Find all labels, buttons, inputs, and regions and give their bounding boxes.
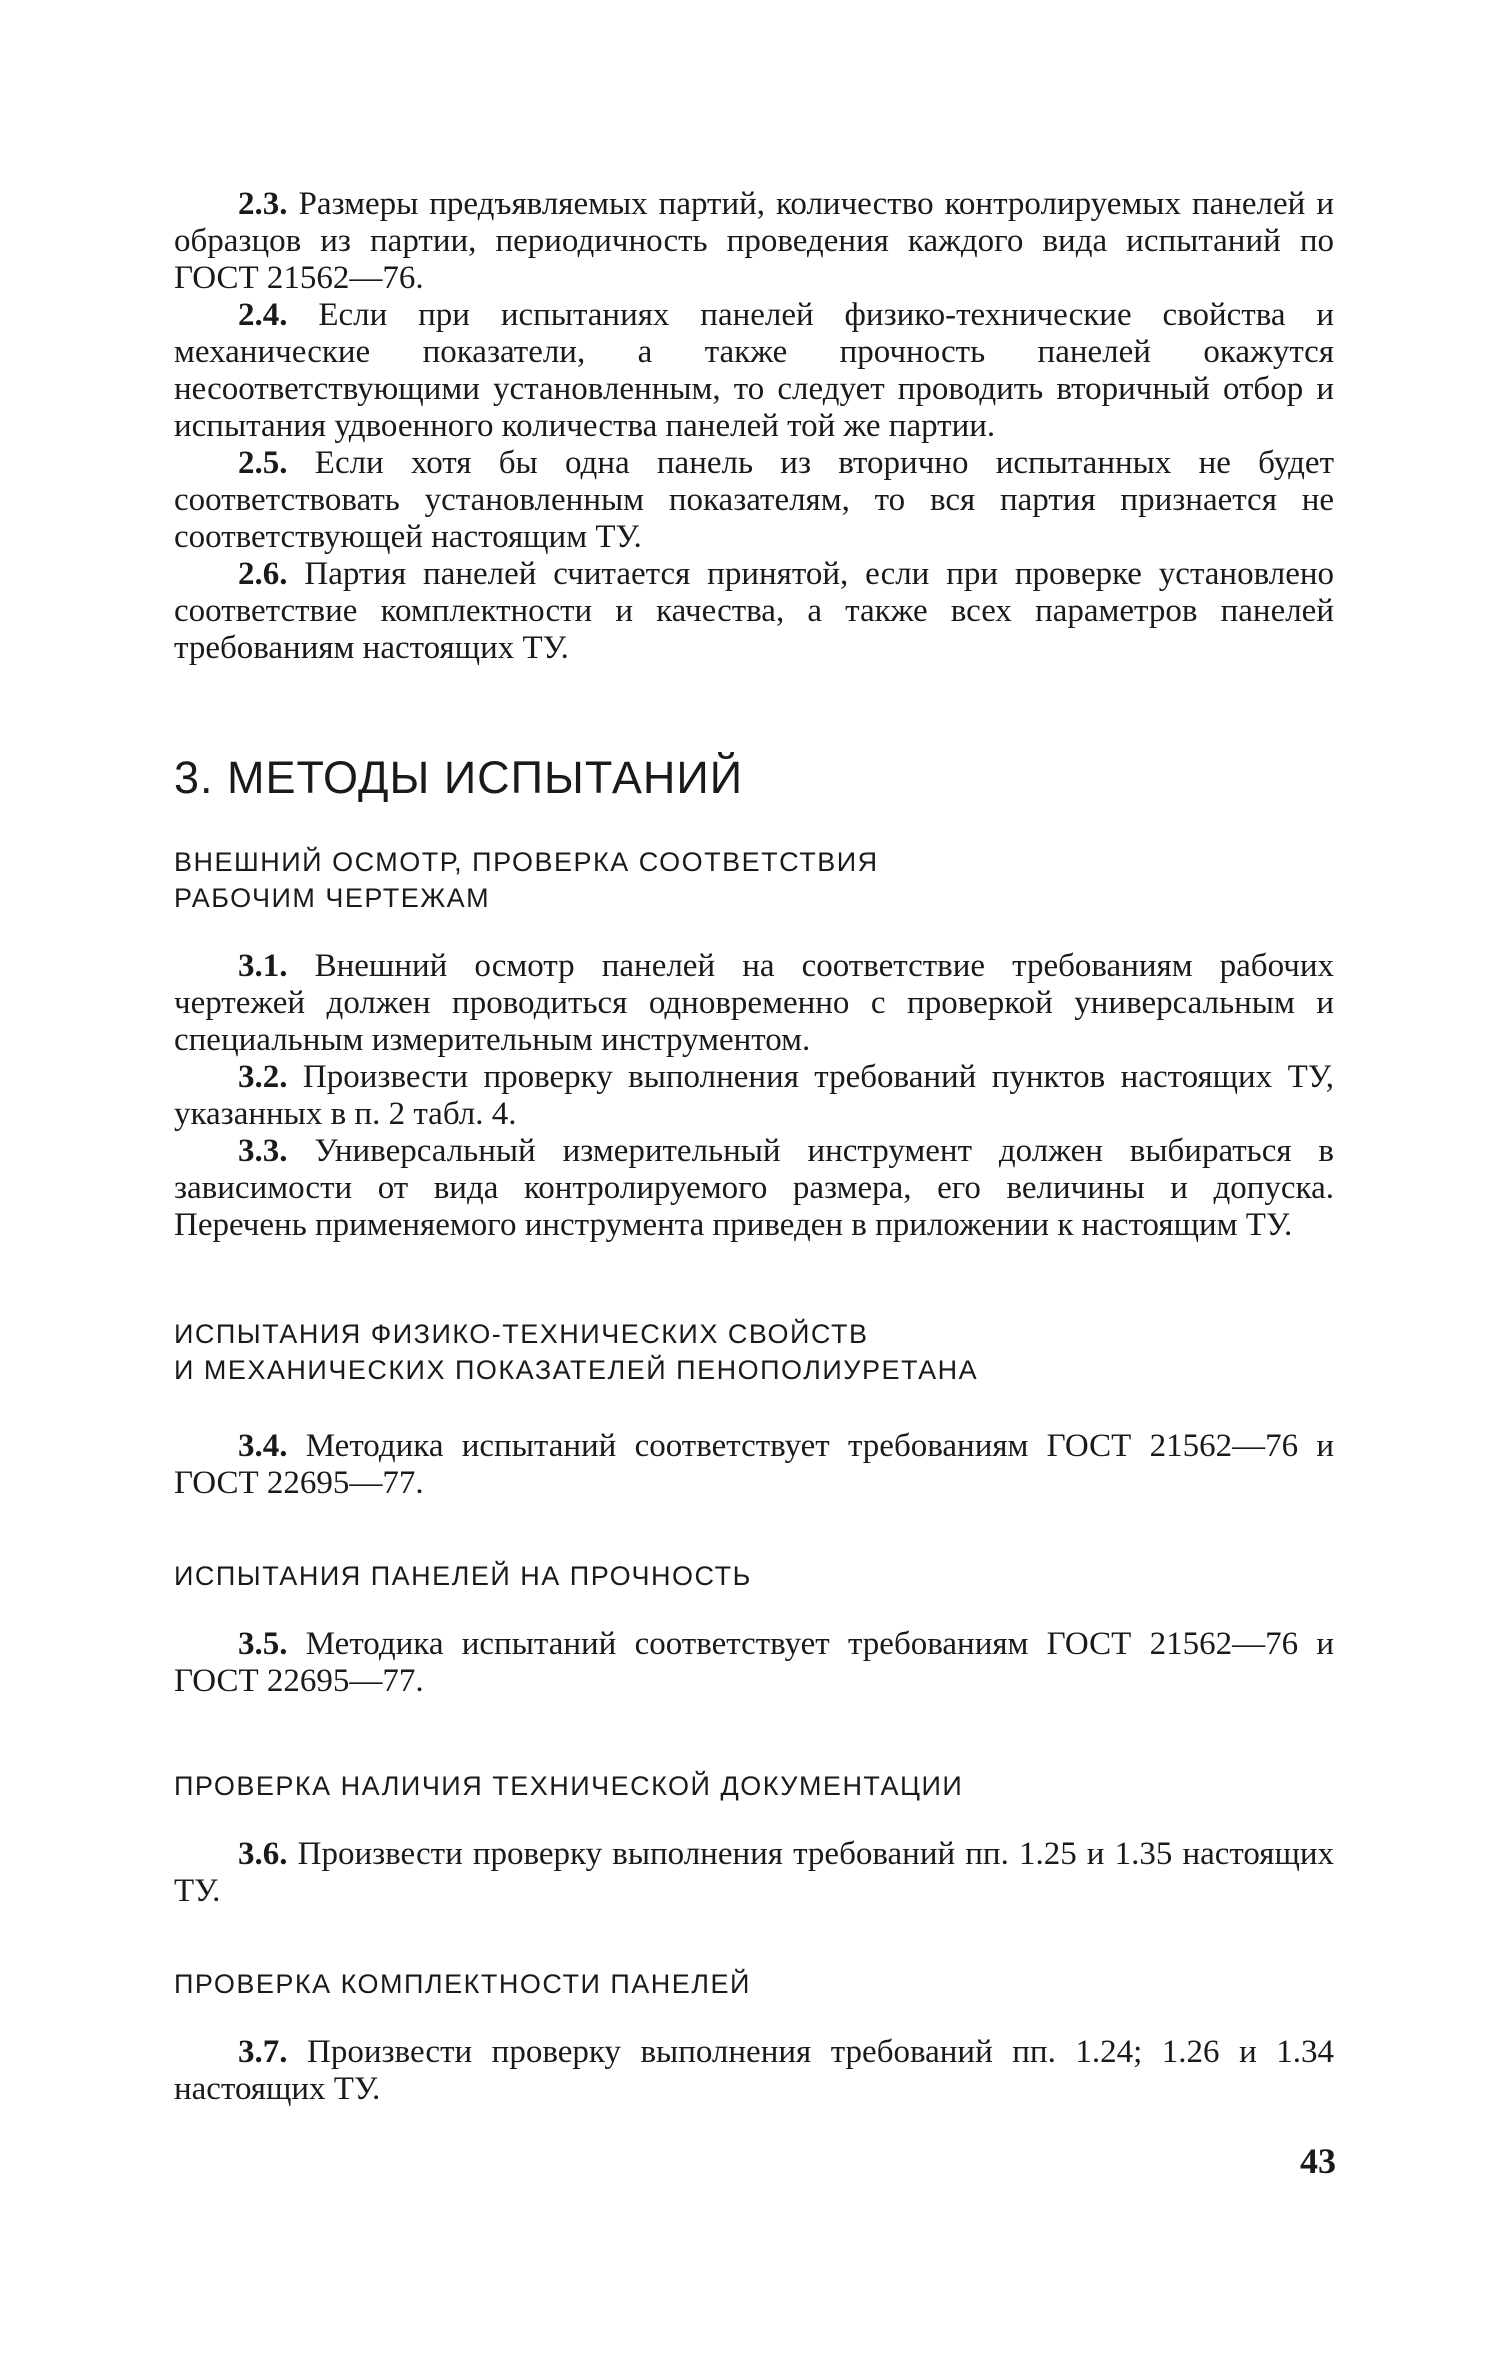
paragraph-number: 2.5. (238, 445, 288, 481)
subheading-2-block (174, 1316, 1334, 1388)
paragraph-3-7 (174, 2034, 1334, 2108)
paragraph-3-2 (174, 1059, 1334, 1133)
paragraph-text: Методика испытаний соответствует требованиям ГОСТ 21562—76 и ГОСТ 22695—77. (174, 1626, 1335, 1699)
section-title: 3. МЕТОДЫ ИСПЫТАНИЙ (174, 752, 744, 803)
paragraph-text: Методика испытаний соответствует требованиям ГОСТ 21562—76 и ГОСТ 22695—77. (174, 1428, 1335, 1501)
paragraph-2-5 (174, 445, 1334, 556)
paragraph-3-5 (174, 1626, 1334, 1700)
paragraph-3-4 (174, 1428, 1334, 1502)
subheading-line: И МЕХАНИЧЕСКИХ ПОКАЗАТЕЛЕЙ ПЕНОПОЛИУРЕТАНА (174, 1355, 979, 1385)
paragraph-2-3 (174, 186, 1334, 297)
paragraph-text: Произвести проверку выполнения требований пп. 1.25 и 1.35 настоящих ТУ. (174, 1836, 1335, 1909)
paragraph-text: Произвести проверку выполнения требований пунктов настоящих ТУ, указанных в п. 2 табл. 4. (174, 1059, 1334, 1132)
subheading-5-block (174, 1966, 1334, 2002)
subheading-1-block (174, 844, 1334, 916)
paragraph-number: 3.4. (238, 1428, 288, 1464)
paragraph-number: 2.6. (238, 556, 288, 592)
paragraph-3-1 (174, 948, 1334, 1059)
paragraph-text: Партия панелей считается принятой, если при проверке установлено соответствие комплектности и качества, а также всех параметров панелей требованиям настоящих ТУ. (174, 556, 1335, 666)
subheading-4-block (174, 1768, 1334, 1804)
paragraph-text: Универсальный измерительный инструмент должен выбираться в зависимости от вида контролируемого размера, его величины и допуска. Перечень применяемого инструмента приведен в приложении к настоящим ТУ. (174, 1133, 1335, 1243)
paragraph-number: 2.3. (238, 186, 288, 222)
paragraph-number: 3.7. (238, 2034, 288, 2070)
subheading-line: ИСПЫТАНИЯ ПАНЕЛЕЙ НА ПРОЧНОСТЬ (174, 1561, 752, 1591)
paragraph-3-7-block (174, 2034, 1334, 2108)
paragraph-text: Произвести проверку выполнения требований пп. 1.24; 1.26 и 1.34 настоящих ТУ. (174, 2034, 1335, 2107)
paragraph-number: 3.5. (238, 1626, 288, 1662)
paragraph-number: 3.6. (238, 1836, 288, 1872)
subheading-line: РАБОЧИМ ЧЕРТЕЖАМ (174, 883, 491, 913)
paragraph-3-6-block (174, 1836, 1334, 1910)
subheading-line: ИСПЫТАНИЯ ФИЗИКО-ТЕХНИЧЕСКИХ СВОЙСТВ (174, 1319, 869, 1349)
subheading-line: ПРОВЕРКА КОМПЛЕКТНОСТИ ПАНЕЛЕЙ (174, 1969, 751, 1999)
paragraph-number: 2.4. (238, 297, 288, 333)
paragraph-2-4 (174, 297, 1334, 445)
subheading-line: ПРОВЕРКА НАЛИЧИЯ ТЕХНИЧЕСКОЙ ДОКУМЕНТАЦИИ (174, 1771, 964, 1801)
paragraph-text: Размеры предъявляемых партий, количество контролируемых панелей и образцов из партии, периодичность проведения каждого вида испытаний по ГОСТ 21562—76. (174, 186, 1334, 296)
subheading-line: ВНЕШНИЙ ОСМОТР, ПРОВЕРКА СООТВЕТСТВИЯ (174, 847, 879, 877)
paragraph-3-3 (174, 1133, 1334, 1244)
paragraph-2-6 (174, 556, 1334, 667)
paragraph-number: 3.1. (238, 948, 288, 984)
paragraph-3-4-block (174, 1428, 1334, 1502)
page-number: 43 (1300, 2141, 1336, 2181)
paragraph-3-6 (174, 1836, 1334, 1910)
paragraph-text: Если хотя бы одна панель из вторично испытанных не будет соответствовать установленным показателям, то вся партия признается не соответствующей настоящим ТУ. (174, 445, 1334, 555)
subheading-3-block (174, 1558, 1334, 1594)
paragraph-number: 3.3. (238, 1133, 288, 1169)
paragraph-text: Внешний осмотр панелей на соответствие требованиям рабочих чертежей должен проводиться одновременно с проверкой универсальным и специальным измерительным инструментом. (174, 948, 1335, 1058)
paragraph-text: Если при испытаниях панелей физико-технические свойства и механические показатели, а также прочность панелей окажутся несоответствующими установленным, то следует проводить вторичный отбор и испытания удвоенного количества панелей той же партии. (174, 297, 1335, 444)
section-2-block (174, 186, 1334, 667)
paragraph-3-5-block (174, 1626, 1334, 1700)
paragraphs-3-1-to-3-3 (174, 948, 1334, 1244)
section-3-title-block (174, 752, 1334, 804)
paragraph-number: 3.2. (238, 1059, 288, 1095)
